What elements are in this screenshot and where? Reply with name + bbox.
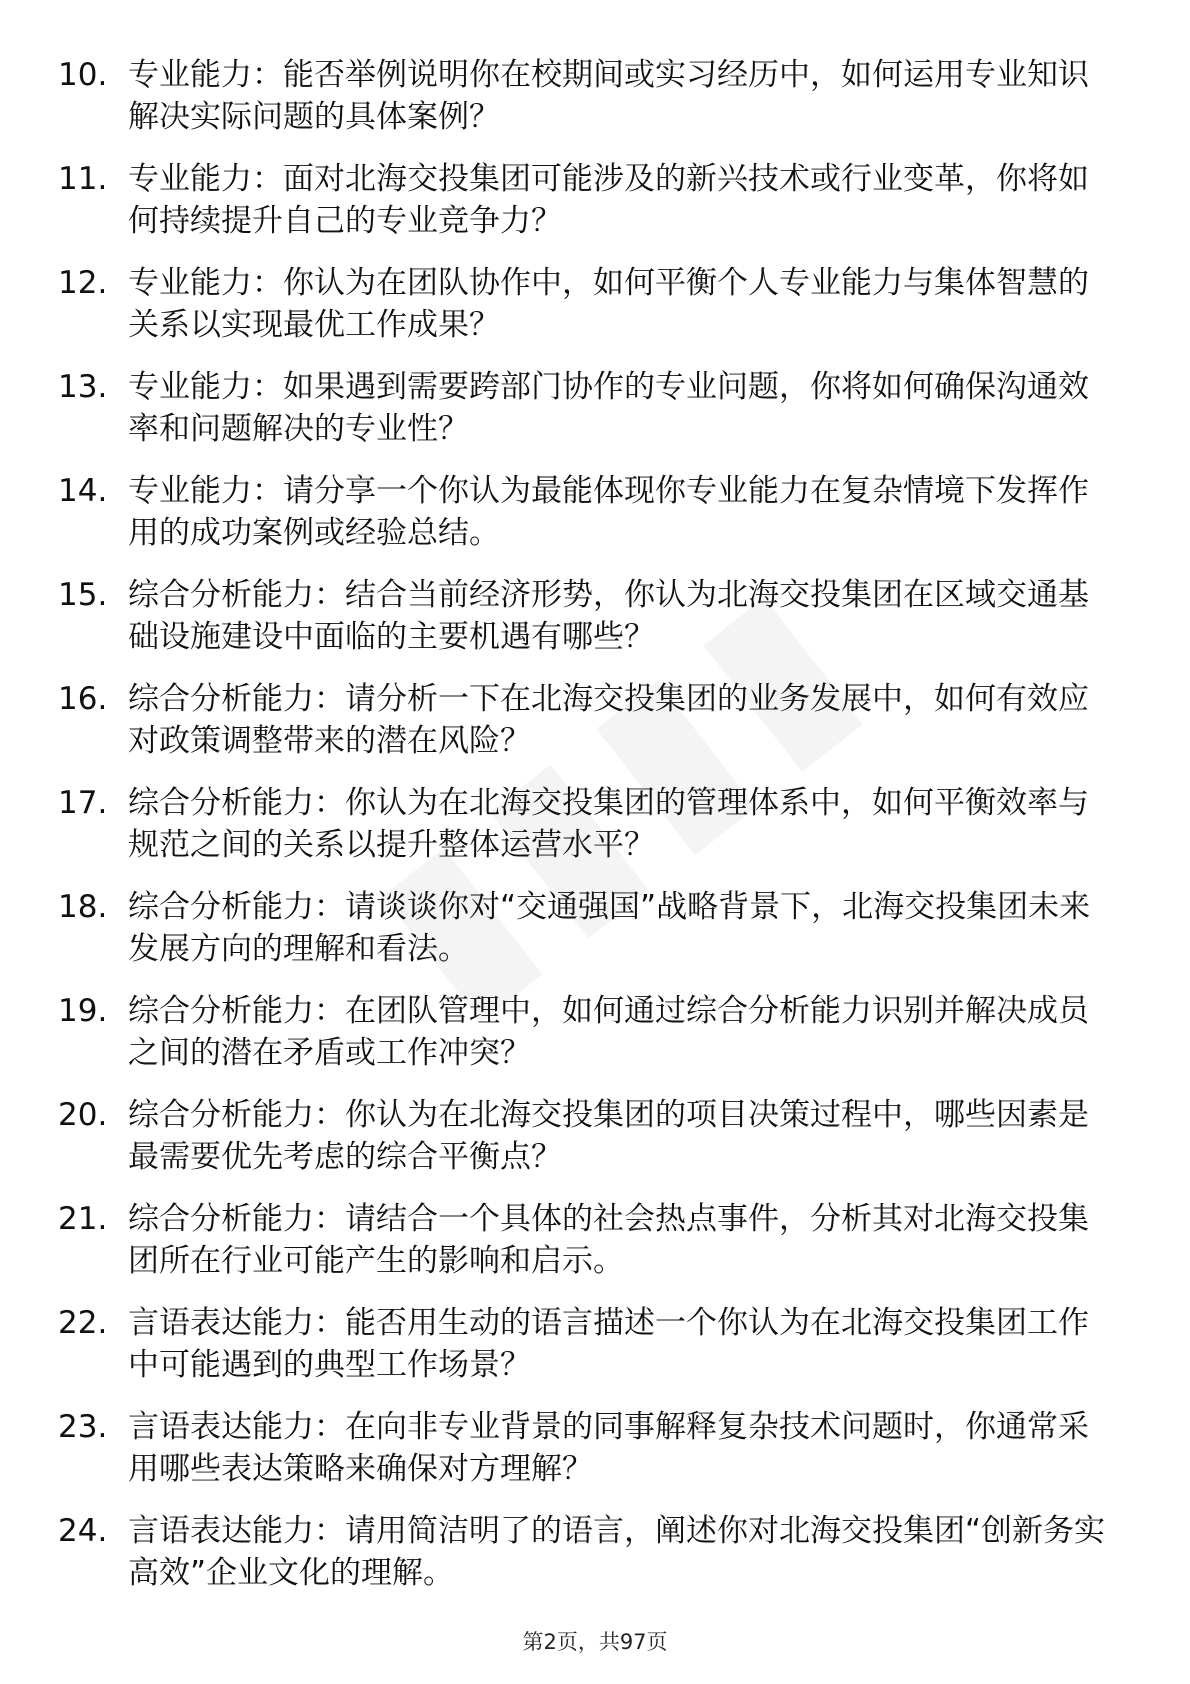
item-text: 专业能力：你认为在团队协作中，如何平衡个人专业能力与集体智慧的关系以实现最优工作成果？ (128, 265, 1089, 343)
item-number: 21. (58, 1201, 108, 1237)
list-item (58, 782, 1118, 866)
page-footer (0, 1626, 1190, 1656)
list-item (58, 1198, 1118, 1282)
page-number-label: 第2页，共97页 (522, 1630, 668, 1654)
item-text: 综合分析能力：请分析一下在北海交投集团的业务发展中，如何有效应对政策调整带来的潜在风险？ (128, 681, 1089, 759)
question-list (58, 54, 1118, 1614)
item-text: 综合分析能力：你认为在北海交投集团的管理体系中，如何平衡效率与规范之间的关系以提升整体运营水平？ (128, 785, 1089, 863)
list-item (58, 262, 1118, 346)
list-item (58, 574, 1118, 658)
item-text: 综合分析能力：结合当前经济形势，你认为北海交投集团在区域交通基础设施建设中面临的主要机遇有哪些？ (128, 577, 1089, 655)
item-text: 专业能力：如果遇到需要跨部门协作的专业问题，你将如何确保沟通效率和问题解决的专业性？ (128, 369, 1089, 447)
list-item (58, 1094, 1118, 1178)
item-text: 专业能力：能否举例说明你在校期间或实习经历中，如何运用专业知识解决实际问题的具体案例？ (128, 57, 1089, 135)
item-number: 23. (58, 1409, 108, 1445)
list-item (58, 1302, 1118, 1386)
item-text: 言语表达能力：请用简洁明了的语言，阐述你对北海交投集团“创新务实高效”企业文化的理解。 (128, 1513, 1106, 1591)
item-number: 19. (58, 993, 108, 1029)
item-number: 16. (58, 681, 108, 717)
list-item (58, 158, 1118, 242)
item-text: 言语表达能力：在向非专业背景的同事解释复杂技术问题时，你通常采用哪些表达策略来确保对方理解？ (128, 1409, 1089, 1487)
item-text: 言语表达能力：能否用生动的语言描述一个你认为在北海交投集团工作中可能遇到的典型工作场景？ (128, 1305, 1089, 1383)
list-item (58, 886, 1118, 970)
item-number: 17. (58, 785, 108, 821)
item-text: 综合分析能力：你认为在北海交投集团的项目决策过程中，哪些因素是最需要优先考虑的综合平衡点？ (128, 1097, 1089, 1175)
item-number: 18. (58, 889, 108, 925)
list-item (58, 1406, 1118, 1490)
item-number: 20. (58, 1097, 108, 1133)
list-item (58, 470, 1118, 554)
item-text: 综合分析能力：请谈谈你对“交通强国”战略背景下，北海交投集团未来发展方向的理解和看法。 (128, 889, 1091, 967)
item-number: 12. (58, 265, 108, 301)
item-number: 22. (58, 1305, 108, 1341)
list-item (58, 990, 1118, 1074)
item-text: 专业能力：请分享一个你认为最能体现你专业能力在复杂情境下发挥作用的成功案例或经验总结。 (128, 473, 1089, 551)
item-number: 15. (58, 577, 108, 613)
item-number: 13. (58, 369, 108, 405)
item-text: 综合分析能力：请结合一个具体的社会热点事件，分析其对北海交投集团所在行业可能产生的影响和启示。 (128, 1201, 1089, 1279)
list-item (58, 366, 1118, 450)
item-text: 综合分析能力：在团队管理中，如何通过综合分析能力识别并解决成员之间的潜在矛盾或工作冲突？ (128, 993, 1089, 1071)
item-number: 10. (58, 57, 108, 93)
item-text: 专业能力：面对北海交投集团可能涉及的新兴技术或行业变革，你将如何持续提升自己的专业竞争力？ (128, 161, 1089, 239)
list-item (58, 678, 1118, 762)
item-number: 14. (58, 473, 108, 509)
list-item (58, 54, 1118, 138)
list-item (58, 1510, 1118, 1594)
item-number: 11. (58, 161, 108, 197)
item-number: 24. (58, 1513, 108, 1549)
